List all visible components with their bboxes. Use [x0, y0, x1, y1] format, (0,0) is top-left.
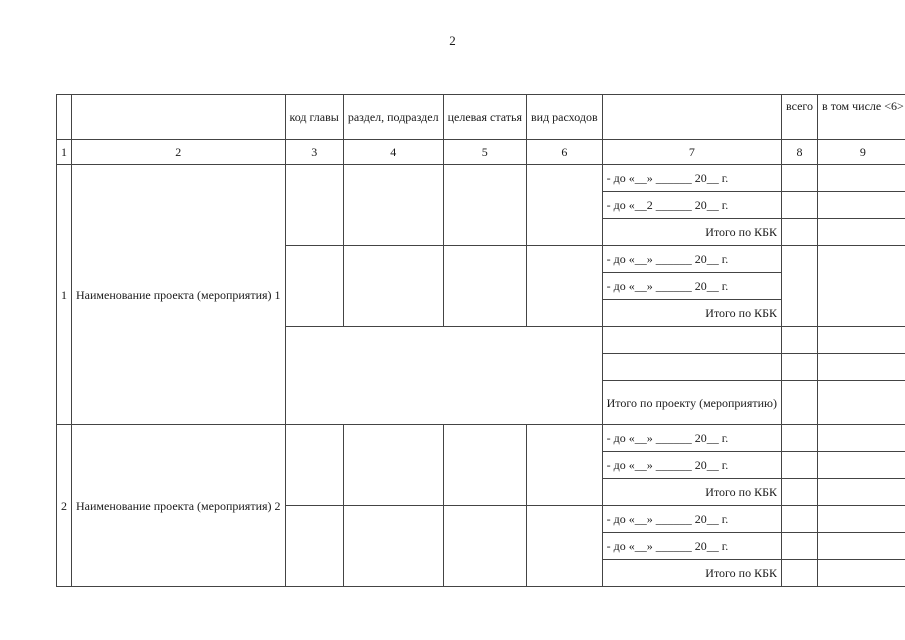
empty-cell: [782, 192, 818, 219]
empty-cell: [818, 479, 905, 506]
column-number: 3: [285, 140, 343, 165]
empty-cell: [818, 533, 905, 560]
empty-cell: [782, 381, 818, 425]
empty-cell: [818, 246, 905, 327]
project-1-name: Наименование проекта (мероприятия) 1: [72, 165, 286, 425]
empty-cell: [818, 165, 905, 192]
budget-form-table: [56, 94, 905, 587]
date-cell: - до «__» ______ 20__ г.: [602, 452, 781, 479]
empty-cell: [782, 560, 818, 587]
date-cell: - до «__» ______ 20__ г.: [602, 506, 781, 533]
date-cell: - до «__» ______ 20__ г.: [602, 246, 781, 273]
project-total-label: Итого по проекту (мероприятию): [602, 381, 781, 425]
empty-cell: [526, 165, 602, 246]
table-row: [57, 425, 905, 452]
empty-cell: [818, 327, 905, 354]
header-total: всего: [782, 95, 818, 140]
table-header-row: [57, 95, 905, 140]
date-cell: - до «__2 ______ 20__ г.: [602, 192, 781, 219]
kbk-total-label: Итого по КБК: [602, 479, 781, 506]
empty-cell: [818, 452, 905, 479]
empty-cell: [602, 327, 781, 354]
empty-cell: [526, 246, 602, 327]
project-2-name: Наименование проекта (мероприятия) 2: [72, 425, 286, 587]
empty-cell: [818, 381, 905, 425]
empty-cell: [526, 506, 602, 587]
empty-cell: [343, 425, 443, 506]
kbk-total-label: Итого по КБК: [602, 300, 781, 327]
merged-empty-cell: [285, 327, 602, 425]
empty-cell: [343, 506, 443, 587]
column-number: 4: [343, 140, 443, 165]
header-section-subsection: раздел, подраздел: [343, 95, 443, 140]
date-cell: - до «__» ______ 20__ г.: [602, 273, 781, 300]
header-cell-2: [72, 95, 286, 140]
empty-cell: [818, 425, 905, 452]
empty-cell: [782, 425, 818, 452]
table-row: [57, 165, 905, 192]
empty-cell: [343, 165, 443, 246]
project-2-index: 2: [57, 425, 72, 587]
empty-cell: [443, 165, 526, 246]
empty-cell: [782, 506, 818, 533]
column-number: 8: [782, 140, 818, 165]
column-number: 6: [526, 140, 602, 165]
column-number: 5: [443, 140, 526, 165]
empty-cell: [782, 165, 818, 192]
empty-cell: [818, 354, 905, 381]
column-number-row: [57, 140, 905, 165]
empty-cell: [818, 219, 905, 246]
date-cell: - до «__» ______ 20__ г.: [602, 165, 781, 192]
empty-cell: [818, 506, 905, 533]
empty-cell: [443, 506, 526, 587]
header-chapter-code: код главы: [285, 95, 343, 140]
kbk-total-label: Итого по КБК: [602, 560, 781, 587]
empty-cell: [818, 560, 905, 587]
empty-cell: [285, 246, 343, 327]
empty-cell: [443, 246, 526, 327]
empty-cell: [285, 425, 343, 506]
header-cell-7: [602, 95, 781, 140]
empty-cell: [782, 452, 818, 479]
column-number: 1: [57, 140, 72, 165]
header-including: в том числе <6>: [818, 95, 905, 140]
kbk-total-label: Итого по КБК: [602, 219, 781, 246]
empty-cell: [343, 246, 443, 327]
empty-cell: [782, 327, 818, 354]
empty-cell: [782, 219, 818, 246]
empty-cell: [443, 425, 526, 506]
column-number: 9: [818, 140, 905, 165]
column-number: 2: [72, 140, 286, 165]
date-cell: - до «__» ______ 20__ г.: [602, 533, 781, 560]
header-cell-1: [57, 95, 72, 140]
empty-cell: [818, 192, 905, 219]
empty-cell: [526, 425, 602, 506]
column-number: 7: [602, 140, 781, 165]
project-1-index: 1: [57, 165, 72, 425]
empty-cell: [285, 165, 343, 246]
empty-cell: [782, 479, 818, 506]
empty-cell: [285, 506, 343, 587]
header-target-article: целевая статья: [443, 95, 526, 140]
date-cell: - до «__» ______ 20__ г.: [602, 425, 781, 452]
empty-cell: [782, 533, 818, 560]
empty-cell: [782, 354, 818, 381]
empty-cell: [602, 354, 781, 381]
header-expense-type: вид расходов: [526, 95, 602, 140]
page-number: 2: [449, 33, 456, 48]
empty-cell: [782, 246, 818, 327]
